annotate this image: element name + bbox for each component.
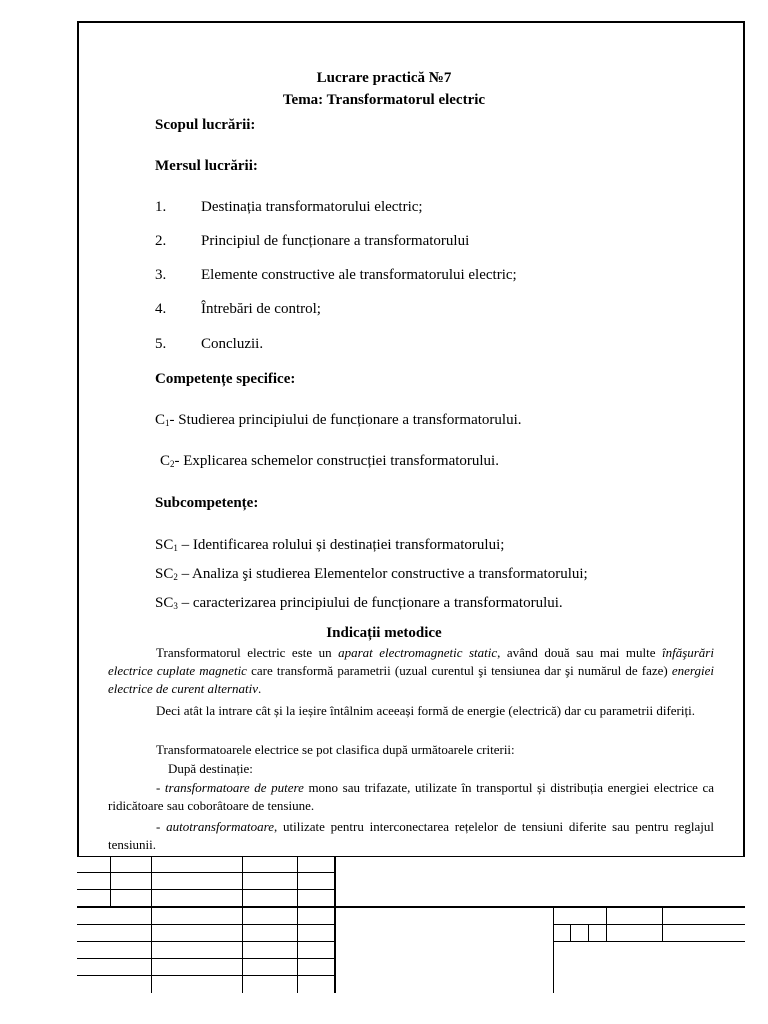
section-competences: Competențe specifice: bbox=[155, 371, 296, 387]
step-number: 4. bbox=[155, 301, 167, 317]
step-text: Concluzii. bbox=[201, 336, 264, 352]
body-paragraph: Transformatorul electric este un aparat electromagnetic static, având două sau mai multe înfăşurări electrice cuplate magnetic care transformă parametrii (uzual curentul şi tensiunea dar şi numărul de faze) energiei electrice de curent alternativ. bbox=[108, 645, 714, 697]
step-number: 1. bbox=[155, 199, 167, 215]
subcompetence-item: $SC_1$ – Identificarea rolului și destinației transformatorului; bbox=[155, 537, 505, 553]
step-text: Întrebări de control; bbox=[201, 301, 321, 317]
document-title: Lucrare practică №7 bbox=[316, 70, 452, 86]
body-paragraph: După destinație: bbox=[168, 761, 253, 776]
subcompetence-item: $SC_2$ – Analiza şi studierea Elementelor constructive a transformatorului; bbox=[155, 566, 588, 582]
step-text: Elemente constructive ale transformatorului electric; bbox=[201, 267, 517, 283]
section-subcompetences: Subcompetențe: bbox=[155, 495, 259, 511]
step-text: Destinația transformatorului electric; bbox=[201, 199, 423, 215]
body-paragraph: Transformatoarele electrice se pot clasifica după următoarele criterii: bbox=[156, 742, 515, 757]
section-scope: Scopul lucrării: bbox=[155, 117, 256, 133]
document-theme: Tema: Transformatorul electric bbox=[282, 92, 486, 108]
body-paragraph: - transformatoare de putere mono sau trifazate, utilizate în transportul și distribuția energiei electrice ca ridicătoare sau coborâtoare de tensiune. bbox=[108, 780, 714, 814]
section-progress: Mersul lucrării: bbox=[155, 158, 258, 174]
body-paragraph: - autotransformatoare, utilizate pentru interconectarea rețelelor de tensiuni diferite sau pentru reglajul tensiunii. bbox=[108, 819, 714, 853]
step-number: 3. bbox=[155, 267, 167, 283]
competence-item: $C_2-$ Explicarea schemelor construcției transformatorului. bbox=[160, 453, 499, 469]
section-methodical: Indicații metodice bbox=[326, 625, 442, 641]
body-paragraph: Deci atât la intrare cât și la ieșire întâlnim aceeași formă de energie (electrică) dar cu parametrii diferiți. bbox=[156, 703, 695, 718]
step-text: Principiul de funcționare a transformatorului bbox=[201, 233, 470, 249]
subcompetence-item: $SC_3$ – caracterizarea principiului de funcționare a transformatorului. bbox=[155, 595, 563, 611]
step-number: 5. bbox=[155, 336, 167, 352]
competence-item: $C_1-$ Studierea principiului de funcționare a transformatorului. bbox=[155, 412, 522, 428]
step-number: 2. bbox=[155, 233, 167, 249]
